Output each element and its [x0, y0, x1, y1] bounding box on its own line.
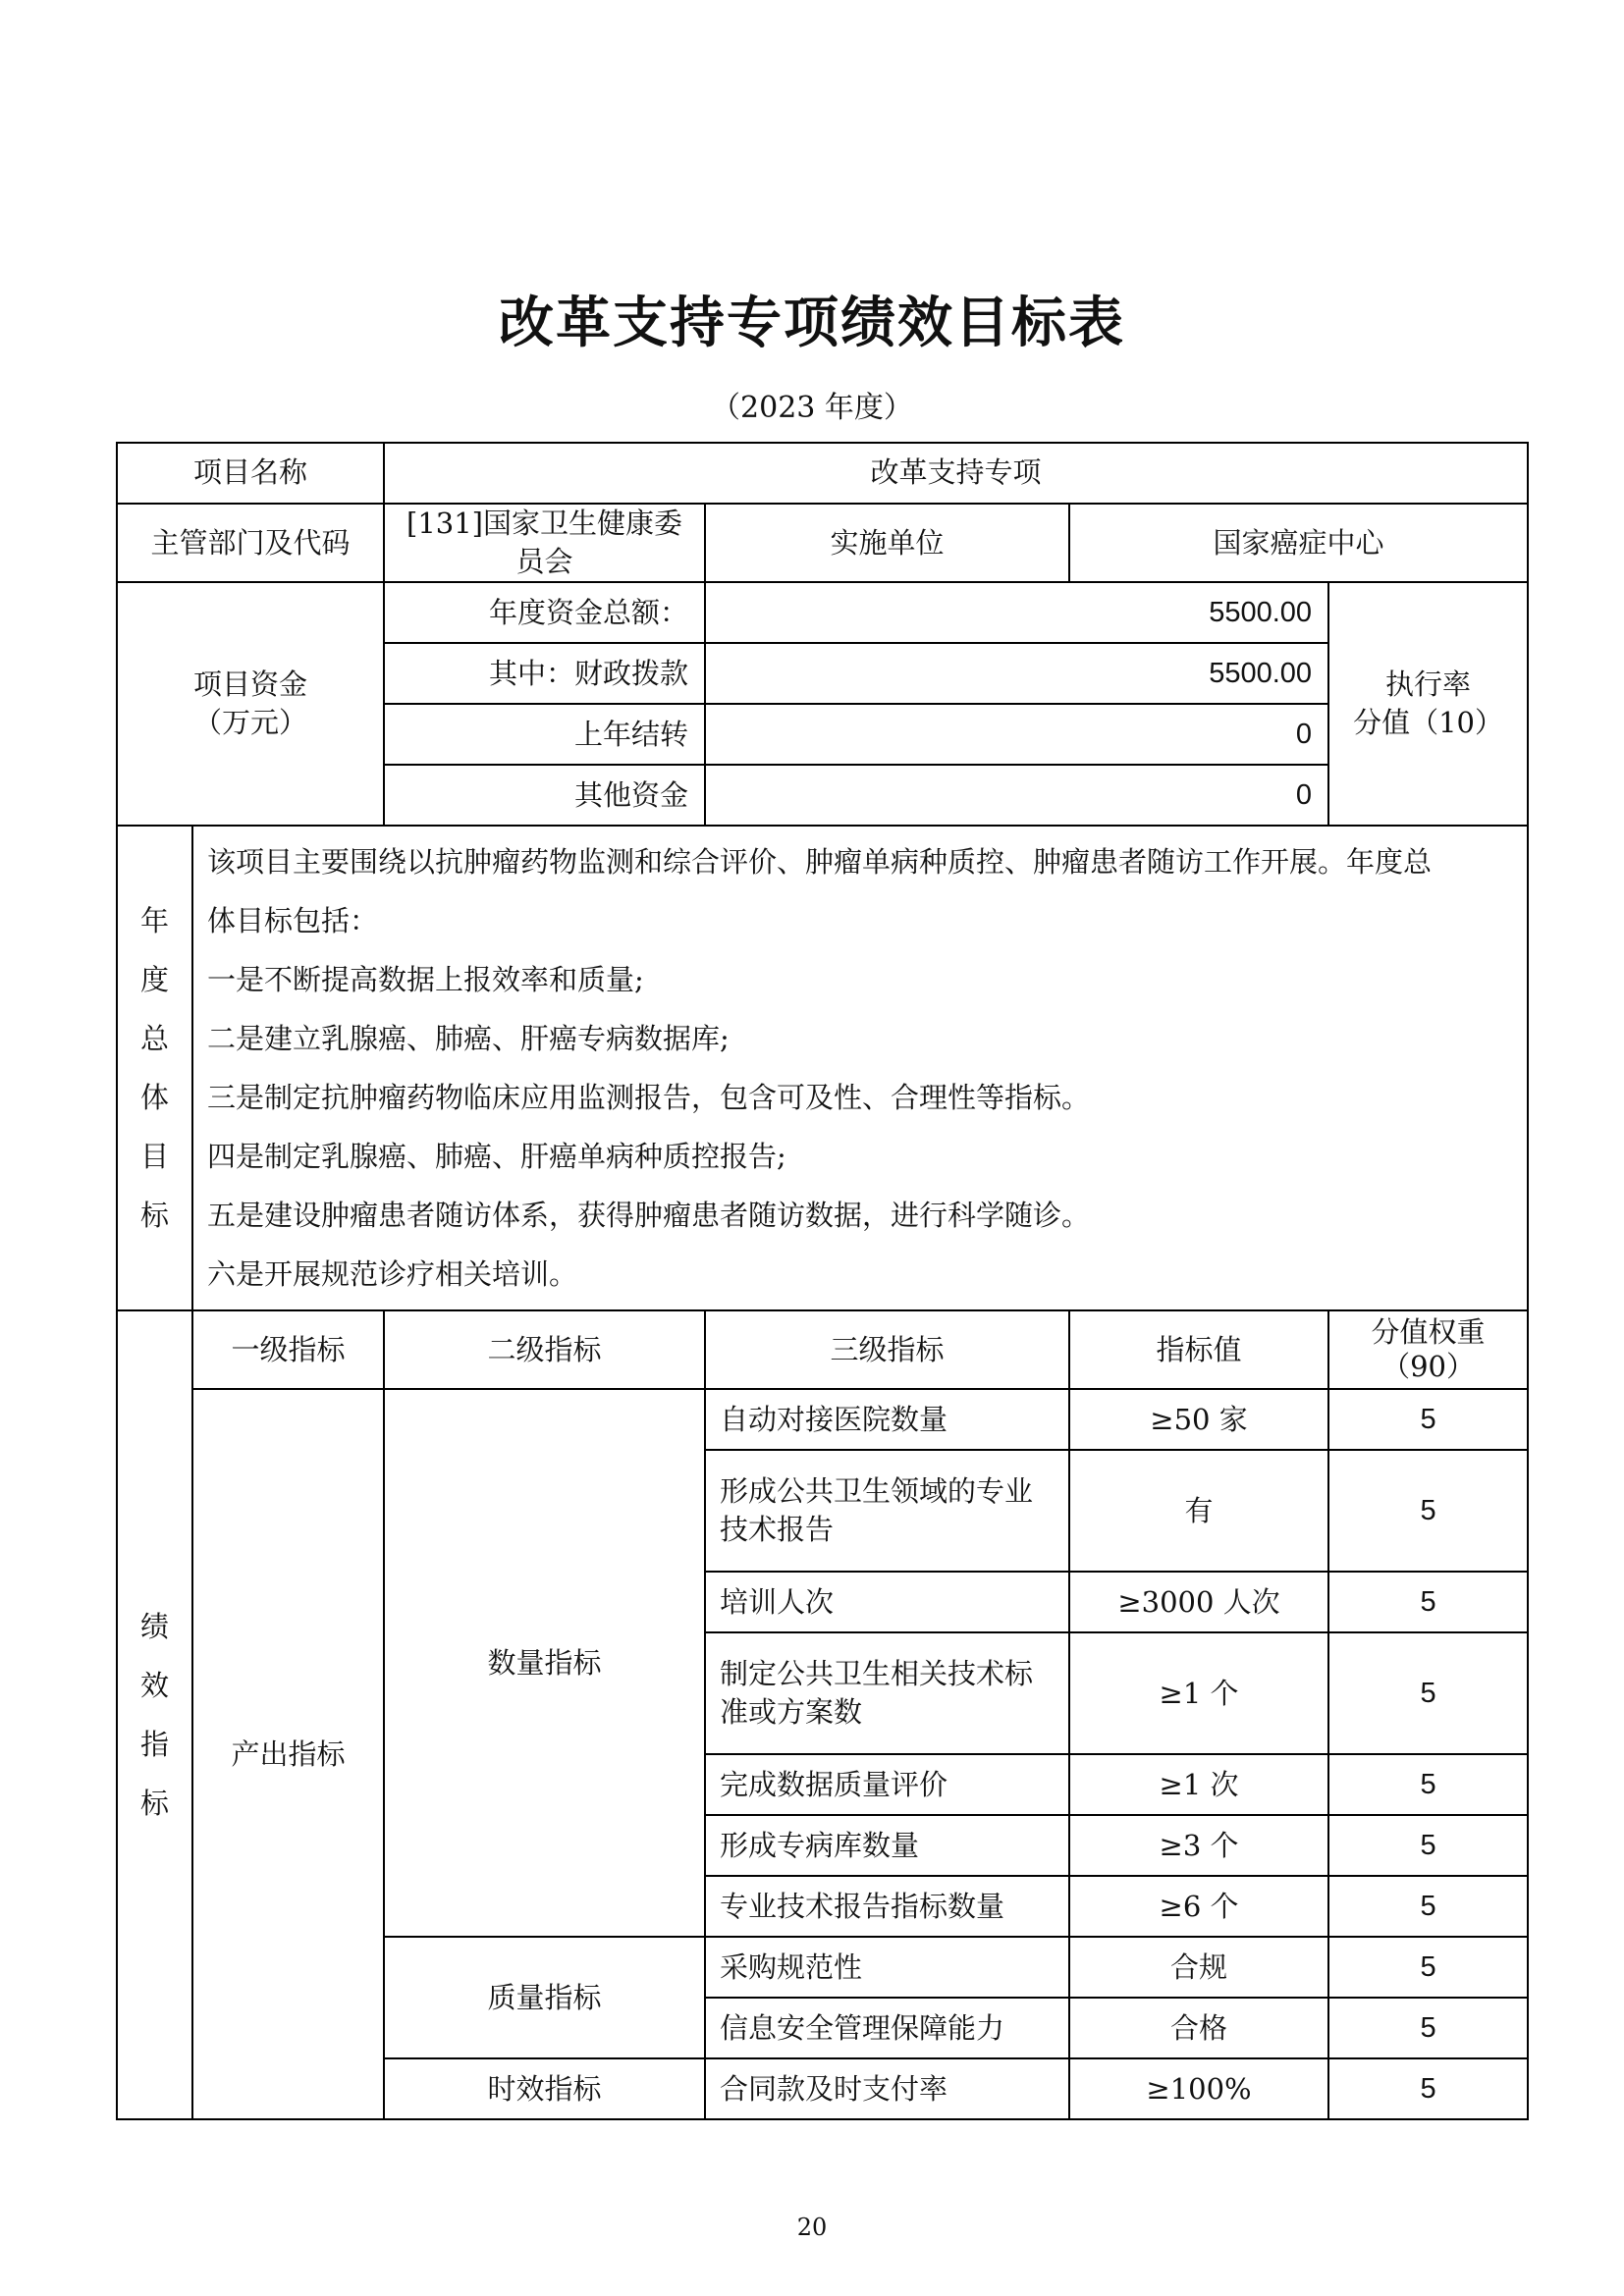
indicator-weight: 5	[1328, 1754, 1528, 1815]
indicator-name: 制定公共卫生相关技术标 准或方案数	[705, 1632, 1069, 1754]
indicator-weight: 5	[1328, 1876, 1528, 1937]
indicator-weight: 5	[1328, 1572, 1528, 1632]
funds-row-value: 5500.00	[705, 643, 1328, 704]
dept-label: 主管部门及代码	[117, 504, 384, 582]
funds-row-label: 其中：财政拨款	[384, 643, 705, 704]
goals-text	[192, 826, 1528, 1310]
goals-label-char: 目	[139, 1140, 169, 1174]
header-value: 指标值	[1069, 1310, 1328, 1389]
funds-row-value: 0	[705, 765, 1328, 826]
indicator-weight: 5	[1328, 1998, 1528, 2058]
unit-value: 国家癌症中心	[1069, 504, 1528, 582]
indicator-value: ≥50 家	[1069, 1389, 1328, 1450]
goals-label-char: 年	[139, 904, 169, 938]
indicators-label-char: 标	[139, 1787, 169, 1821]
indicators-label	[117, 1310, 192, 2119]
page-subtitle: （2023 年度）	[711, 391, 913, 425]
project-name-value: 改革支持专项	[384, 443, 1528, 504]
indicator-value: ≥100%	[1069, 2058, 1328, 2119]
indicator-weight: 5	[1328, 2058, 1528, 2119]
level2-timeliness: 时效指标	[384, 2058, 705, 2119]
indicator-weight: 5	[1328, 1389, 1528, 1450]
goal-line: 二是建立乳腺癌、肺癌、肝癌专病数据库;	[207, 1022, 730, 1056]
exec-rate: 执行率 分值（10）	[1328, 582, 1528, 826]
indicator-weight: 5	[1328, 1937, 1528, 1998]
page-number: 20	[796, 2214, 828, 2241]
funds-row-value: 5500.00	[705, 582, 1328, 643]
header-level3: 三级指标	[705, 1310, 1069, 1389]
indicator-name: 信息安全管理保障能力	[705, 1998, 1069, 2058]
indicator-name: 形成专病库数量	[705, 1815, 1069, 1876]
indicator-value: 合规	[1069, 1937, 1328, 1998]
dept-value: [131]国家卫生健康委员会	[384, 504, 705, 582]
row-funds-total	[117, 582, 1528, 643]
indicator-weight: 5	[1328, 1815, 1528, 1876]
funds-row-label: 上年结转	[384, 704, 705, 765]
indicator-name: 合同款及时支付率	[705, 2058, 1069, 2119]
indicator-name: 形成公共卫生领域的专业 技术报告	[705, 1450, 1069, 1572]
goal-line: 六是开展规范诊疗相关培训。	[207, 1257, 578, 1292]
funds-row-label: 年度资金总额：	[384, 582, 705, 643]
indicator-value: ≥3 个	[1069, 1815, 1328, 1876]
project-name-label: 项目名称	[117, 443, 384, 504]
funds-row-label: 其他资金	[384, 765, 705, 826]
goals-label	[117, 826, 192, 1310]
indicator-value: ≥6 个	[1069, 1876, 1328, 1937]
funds-row-value: 0	[705, 704, 1328, 765]
level2-quality: 质量指标	[384, 1937, 705, 2058]
row-indicator-header	[117, 1310, 1528, 1389]
performance-table	[116, 442, 1529, 2120]
indicators-label-char: 效	[139, 1669, 169, 1703]
goal-line: 五是建设肿瘤患者随访体系，获得肿瘤患者随访数据，进行科学随诊。	[207, 1199, 1091, 1233]
header-level2: 二级指标	[384, 1310, 705, 1389]
goal-line: 三是制定抗肿瘤药物临床应用监测报告，包含可及性、合理性等指标。	[207, 1081, 1091, 1115]
indicator-name: 采购规范性	[705, 1937, 1069, 1998]
indicator-value: ≥1 次	[1069, 1754, 1328, 1815]
indicator-value: ≥3000 人次	[1069, 1572, 1328, 1632]
level2-quantity: 数量指标	[384, 1389, 705, 1937]
goals-label-char: 度	[139, 963, 169, 997]
goal-line: 一是不断提高数据上报效率和质量;	[207, 963, 644, 997]
unit-label: 实施单位	[705, 504, 1069, 582]
indicator-value: 有	[1069, 1450, 1328, 1572]
goals-label-char: 体	[139, 1081, 169, 1115]
indicator-name: 培训人次	[705, 1572, 1069, 1632]
funds-label: 项目资金 （万元）	[117, 582, 384, 826]
indicator-name: 完成数据质量评价	[705, 1754, 1069, 1815]
row-department	[117, 504, 1528, 582]
indicator-name: 专业技术报告指标数量	[705, 1876, 1069, 1937]
goals-label-char: 总	[139, 1022, 169, 1056]
indicator-weight: 5	[1328, 1632, 1528, 1754]
indicator-value: ≥1 个	[1069, 1632, 1328, 1754]
indicator-value: 合格	[1069, 1998, 1328, 2058]
indicator-weight: 5	[1328, 1450, 1528, 1572]
row-annual-goals	[117, 826, 1528, 1310]
goal-line: 该项目主要围绕以抗肿瘤药物监测和综合评价、肿瘤单病种质控、肿瘤患者随访工作开展。年度总	[207, 845, 1433, 880]
indicators-label-char: 指	[139, 1728, 169, 1762]
goal-line: 四是制定乳腺癌、肺癌、肝癌单病种质控报告;	[207, 1140, 786, 1174]
level1-output: 产出指标	[192, 1389, 384, 2119]
indicators-label-char: 绩	[139, 1610, 169, 1644]
indicator-name: 自动对接医院数量	[705, 1389, 1069, 1450]
table-row	[117, 1389, 1528, 1450]
header-weight: 分值权重 （90）	[1328, 1310, 1528, 1389]
header-level1: 一级指标	[192, 1310, 384, 1389]
page-title: 改革支持专项绩效目标表	[499, 292, 1125, 355]
goals-label-char: 标	[139, 1199, 169, 1233]
goal-line: 体目标包括：	[207, 904, 379, 938]
row-project-name	[117, 443, 1528, 504]
